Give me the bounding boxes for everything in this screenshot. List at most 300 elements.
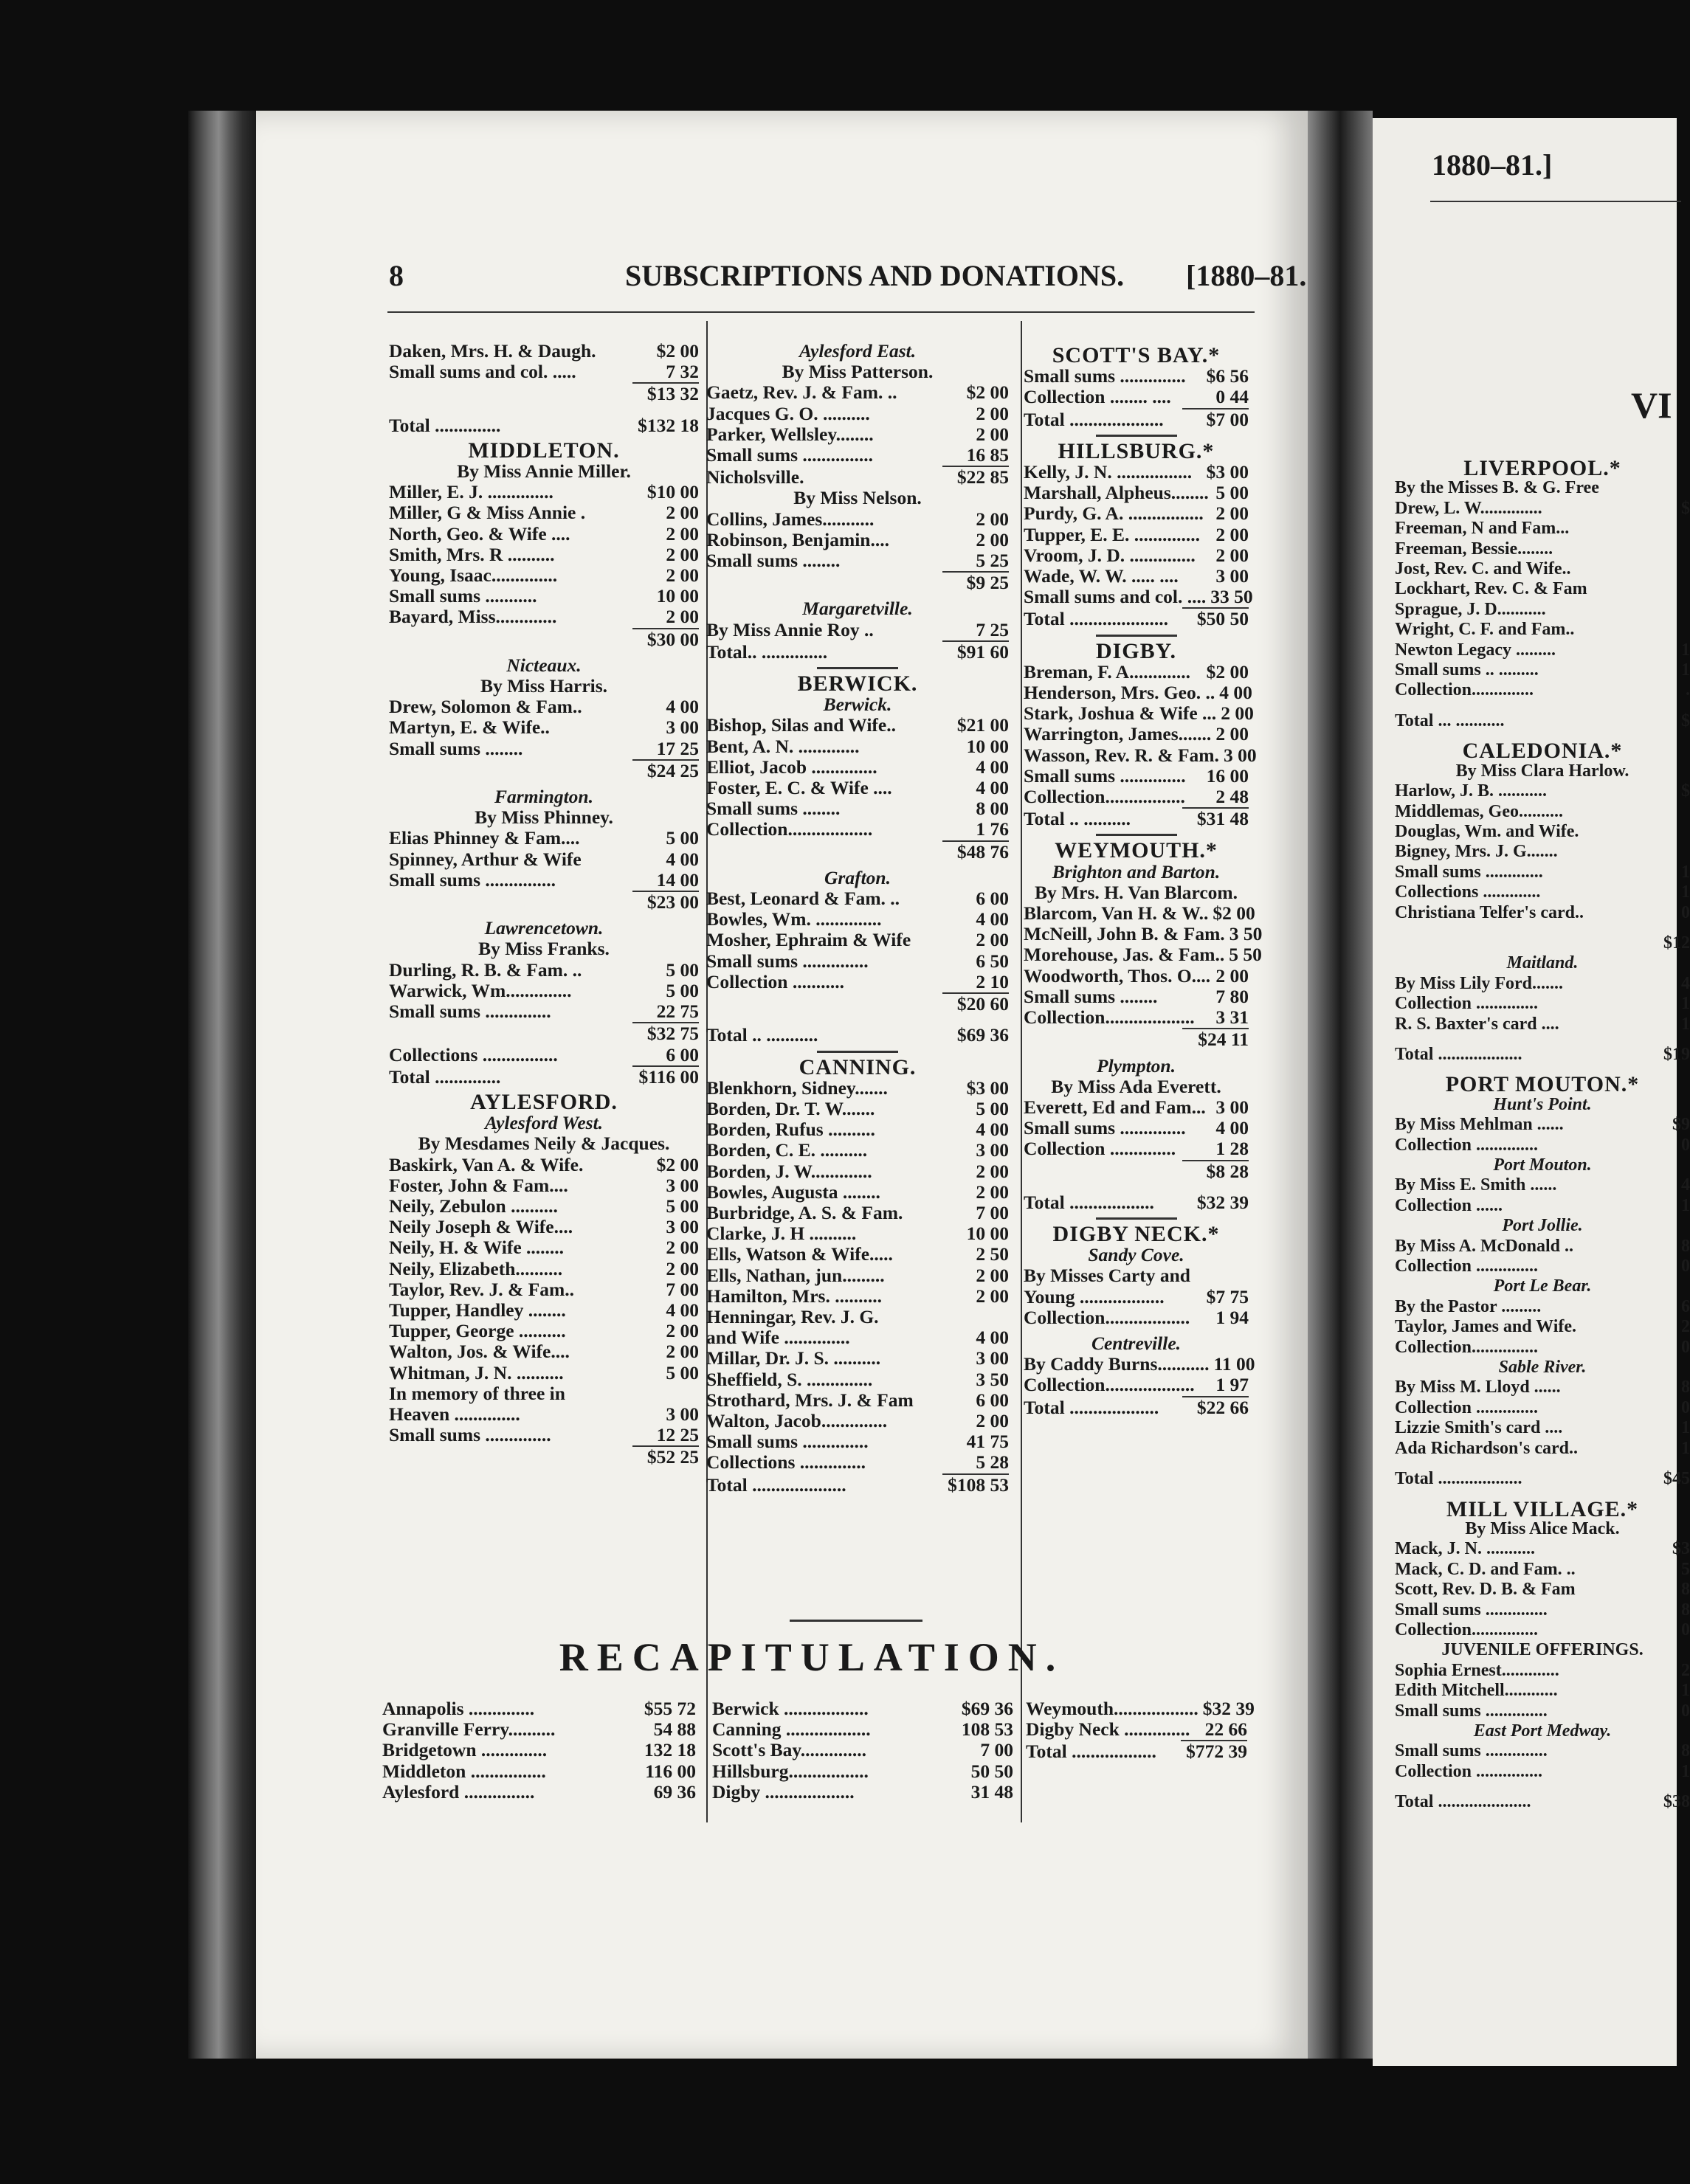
entry-amount: $22 85 (956, 466, 1009, 488)
entry-amount: 41 75 (966, 1431, 1009, 1453)
entry-row (706, 798, 1009, 819)
subsection-title: Port Jollie. (1502, 1216, 1583, 1236)
entry-row (1395, 1015, 1690, 1034)
entry-label: Collection .............. (1395, 1257, 1538, 1276)
entry-row (389, 524, 699, 545)
entry-row (1024, 902, 1255, 925)
recap-amount: 132 18 (644, 1739, 696, 1761)
entry-row (1395, 579, 1690, 599)
entry-row (1395, 640, 1690, 660)
section-separator (1096, 435, 1177, 437)
recap-amount: 108 53 (961, 1718, 1013, 1741)
entry-amount: $9 (1672, 1115, 1690, 1135)
recap-row (382, 1761, 696, 1782)
entry-amount: 10 00 (966, 1223, 1009, 1245)
entry-amount: 2 48 (1215, 786, 1249, 808)
section-separator (817, 667, 898, 669)
entry-label: Strothard, Mrs. J. & Fam (706, 1389, 914, 1411)
entry-amount: 2 00 (976, 1160, 1009, 1182)
collector-line: By Miss Nelson. (793, 487, 922, 509)
recap-amount: 50 50 (970, 1760, 1013, 1782)
entry-row (1024, 1375, 1249, 1395)
subsection-title: Aylesford West. (484, 1112, 604, 1134)
entry-amount: $48 76 (956, 840, 1009, 863)
entry-amount: 8 (1681, 1741, 1690, 1761)
entry-label: Ada Richardson's card.. (1395, 1438, 1579, 1458)
subsection-title: Hunt's Point. (1493, 1094, 1592, 1114)
entry-row (389, 384, 699, 404)
entry-amount: 0 (1681, 1701, 1690, 1721)
entry-label: Small sums .............. (389, 1424, 551, 1446)
entry-amount: $52 25 (646, 1446, 699, 1468)
entry-label: Borden, Dr. T. W....... (706, 1097, 875, 1119)
entry-row (1024, 545, 1249, 566)
entry-label: Bayard, Miss............. (389, 606, 557, 628)
subsection-title: Sandy Cove. (1088, 1244, 1184, 1266)
column-1 (389, 341, 699, 1468)
entry-row (1024, 1161, 1249, 1182)
section-title: LIVERPOOL.* (1463, 456, 1621, 480)
entry-amount: 7 00 (666, 1278, 699, 1300)
entry-label: Tupper, Handley ........ (389, 1299, 566, 1321)
recap-label: Canning .................. (712, 1718, 871, 1741)
section-separator (1096, 635, 1177, 637)
entry-amount (1686, 802, 1690, 822)
entry-amount: 1 (1681, 1438, 1690, 1458)
entry-label: Miller, E. J. .............. (389, 481, 553, 503)
subsection-title: East Port Medway. (1473, 1721, 1612, 1741)
entry-label: Collections ................ (389, 1043, 558, 1065)
entry-label: Borden, J. W............. (706, 1160, 872, 1182)
entry-row (1024, 662, 1249, 682)
entry-label: Neily, Zebulon .......... (389, 1195, 558, 1217)
entry-row (1024, 1287, 1249, 1307)
entry-amount: 1 94 (1215, 1306, 1249, 1328)
subsection-title: Plympton. (1097, 1054, 1176, 1077)
entry-label: Newton Legacy ......... (1395, 640, 1556, 660)
entry-amount: $50 50 (1196, 608, 1249, 630)
entry-label: Collection................. (1024, 786, 1185, 808)
entry-label: Mosher, Ephraim & Wife (706, 929, 911, 951)
collector-line: By Miss Alice Mack. (1465, 1518, 1620, 1538)
entry-row (1024, 766, 1249, 787)
recap-label: Hillsburg................. (712, 1760, 869, 1782)
subsection-title: Brighton and Barton. (1052, 860, 1221, 882)
entry-row (389, 960, 699, 981)
entry-amount: $20 60 (956, 993, 1009, 1015)
entry-row (1395, 1115, 1690, 1135)
entry-amount: 2 00 (1215, 523, 1249, 545)
entry-amount: $2 00 (656, 1153, 699, 1175)
entry-label: By Miss Annie Roy .. (706, 618, 874, 640)
entry-row (1024, 1192, 1249, 1213)
entry-row (706, 1099, 1009, 1119)
spacer (1395, 1065, 1690, 1070)
entry-row (706, 1119, 1009, 1140)
subsection-title: Centreville. (1091, 1332, 1182, 1354)
entry-amount: 1 (1681, 994, 1690, 1014)
entry-label: Borden, Rufus .......... (706, 1119, 875, 1141)
recap-amount: 116 00 (645, 1760, 696, 1782)
spacer (1395, 1459, 1690, 1469)
entry-amount: 1 (1681, 882, 1690, 902)
entry-label: Collection .............. (1395, 1397, 1538, 1417)
subsection-title: Maitland. (1506, 953, 1579, 973)
entry-label: Small sums .............. (706, 950, 869, 972)
entry-amount: 5 25 (976, 550, 1009, 572)
column-2 (706, 341, 1009, 1496)
entry-label: Total ................... (1395, 1469, 1522, 1489)
entry-amount: 3 00 (666, 1403, 699, 1425)
entry-amount: $116 00 (638, 1065, 699, 1088)
entry-row (706, 715, 1009, 736)
entry-label: Middlemas, Geo.......... (1395, 801, 1563, 821)
spacer (1395, 731, 1690, 736)
collector-line: By Miss Harris. (480, 675, 608, 697)
entry-label: Burbridge, A. S. & Fam. (706, 1201, 903, 1223)
entry-row (1024, 462, 1249, 483)
entry-label: Everett, Ed and Fam... (1024, 1096, 1206, 1118)
entry-label: Small sums ........ (706, 550, 841, 572)
entry-amount: 5 00 (666, 1361, 699, 1383)
entry-label: Collection ............... (1395, 1761, 1542, 1781)
entry-amount: 4 00 (976, 756, 1009, 778)
subsection-title: Grafton. (824, 866, 891, 888)
entry-amount: $32 39 (1196, 1191, 1249, 1213)
entry-row (389, 828, 699, 849)
subsection-title: Lawrencetown. (484, 917, 604, 939)
entry-label: Collection.............. (1395, 680, 1534, 700)
entry-row (1024, 966, 1249, 986)
entry-amount: 16 00 (1206, 764, 1249, 787)
entry-row (1395, 1762, 1690, 1782)
entry-amount: 1 (1681, 862, 1690, 882)
entry-amount: 2 00 (666, 543, 699, 565)
entry-label: By Misses Carty and (1024, 1265, 1190, 1287)
entry-amount: 2 10 (976, 970, 1009, 992)
entry-row (389, 981, 699, 1001)
spacer (1395, 923, 1690, 933)
recap-label: Granville Ferry.......... (382, 1718, 556, 1741)
header-rule (387, 311, 1255, 313)
entry-label: Drew, Solomon & Fam.. (389, 696, 582, 718)
entry-amount: 6 50 (976, 950, 1009, 972)
entry-label: Sprague, J. D........... (1395, 599, 1546, 619)
entry-amount: 4 (1681, 1175, 1690, 1195)
entry-label: Stark, Joshua & Wife ... (1024, 702, 1217, 725)
entry-label: Daken, Mrs. H. & Daugh. (389, 340, 596, 362)
entry-label: Spinney, Arthur & Wife (389, 848, 582, 870)
entry-label: Small sums ........ (389, 737, 523, 759)
entry-label: Robinson, Benjamin.... (706, 528, 889, 550)
entry-amount: $2 00 (1213, 902, 1255, 925)
entry-label: Neily, H. & Wife ........ (389, 1237, 565, 1259)
entry-row (706, 909, 1009, 930)
entry-row (706, 1431, 1009, 1452)
entry-amount: 4 00 (976, 908, 1009, 930)
entry-amount: $ (1681, 781, 1690, 801)
section-separator (817, 1051, 898, 1053)
entry-amount: $7 00 (1206, 408, 1249, 430)
entry-row (1395, 1378, 1690, 1397)
recap-label: Annapolis .............. (382, 1698, 535, 1719)
section-title: SCOTT'S BAY.* (1052, 343, 1221, 367)
entry-label: R. S. Baxter's card .... (1395, 1014, 1559, 1034)
entry-amount: 5 00 (1215, 482, 1249, 504)
entry-amount: 8 (1681, 1580, 1690, 1600)
entry-row (1395, 1539, 1690, 1559)
collector-line: By Miss Phinney. (475, 806, 613, 829)
entry-row (1395, 802, 1690, 822)
entry-label: By Miss Lily Ford....... (1395, 973, 1564, 993)
entry-label: Neily, Elizabeth.......... (389, 1257, 563, 1279)
subsection-title: Berwick. (823, 694, 892, 716)
entry-label: Collection ...... (1395, 1195, 1503, 1215)
entry-row (706, 550, 1009, 571)
entry-amount: 3 00 (666, 1174, 699, 1196)
entry-label: Small sums ............... (706, 444, 873, 466)
entry-amount: 1 (1681, 1418, 1690, 1438)
entry-label: Best, Leonard & Fam. .. (706, 888, 900, 910)
entry-amount: 2 00 (666, 1341, 699, 1363)
entry-amount: 5 00 (666, 958, 699, 981)
entry-label: Total .................... (706, 1473, 846, 1496)
entry-row (706, 972, 1009, 992)
entry-label: Young .................. (1024, 1285, 1165, 1307)
section-title: DIGBY. (1095, 638, 1177, 663)
entry-row (1395, 1317, 1690, 1337)
entry-label: Small sums .............. (1395, 1741, 1548, 1761)
entry-row (706, 819, 1009, 840)
entry-amount (1686, 600, 1690, 620)
entry-amount: 2 00 (666, 1257, 699, 1279)
entry-label: Small sums and col. .... (1024, 586, 1207, 608)
entry-label: Collection............... (1395, 1337, 1538, 1357)
entry-label: Total.. .............. (706, 640, 828, 663)
spacer (1395, 1034, 1690, 1045)
entry-row (389, 1001, 699, 1022)
section-title: CALEDONIA.* (1462, 739, 1623, 764)
entry-amount: 22 75 (656, 1001, 699, 1023)
entry-label: Small sums .............. (1395, 1600, 1548, 1620)
entry-row (1395, 1620, 1690, 1640)
entry-amount (1686, 519, 1690, 539)
entry-label: Nicholsville. (706, 466, 804, 488)
entry-amount: $7 75 (1206, 1285, 1249, 1307)
recap-amount: 54 88 (653, 1718, 696, 1741)
collector-line: JUVENILE OFFERINGS. (1441, 1640, 1644, 1660)
entry-row (1024, 1307, 1249, 1328)
entry-amount: 7 32 (666, 361, 699, 383)
entry-row (706, 1244, 1009, 1265)
section-title: DIGBY NECK.* (1052, 1221, 1220, 1246)
entry-amount: 6 00 (666, 1043, 699, 1065)
entry-row (1395, 1580, 1690, 1600)
entry-label: Henningar, Rev. J. G. (706, 1305, 879, 1327)
entry-label: By Miss Mehlman ...... (1395, 1115, 1564, 1135)
entry-row (706, 573, 1009, 593)
entry-amount: 12 25 (656, 1424, 699, 1446)
entry-label: Ells, Nathan, jun......... (706, 1264, 885, 1286)
entry-amount: 5 28 (976, 1451, 1009, 1473)
recap-row (712, 1719, 1013, 1740)
page-year: [1880–81. (1186, 259, 1307, 292)
entry-label: Breman, F. A............. (1024, 660, 1190, 682)
entry-amount: 3 00 (976, 1347, 1009, 1369)
entry-row (1395, 994, 1690, 1014)
entry-row (1395, 620, 1690, 640)
entry-amount: 4 00 (666, 848, 699, 870)
entry-row (1024, 366, 1249, 387)
entry-amount: $24 11 (1198, 1029, 1249, 1051)
recap-row (712, 1740, 1013, 1760)
recap-label: Digby Neck .............. (1026, 1718, 1190, 1741)
entry-amount: 3 50 (1229, 923, 1263, 945)
entry-row (389, 607, 699, 627)
entry-amount: $10 00 (646, 481, 699, 503)
entry-row (1024, 503, 1249, 524)
subsection-title: Margaretville. (802, 598, 913, 620)
entry-amount: 17 25 (656, 737, 699, 759)
entry-row (389, 565, 699, 586)
entry-row (706, 736, 1009, 757)
entry-row (389, 1447, 699, 1468)
entry-label: Foster, E. C. & Wife .... (706, 777, 892, 799)
entry-row (389, 1341, 699, 1362)
entry-row (389, 1425, 699, 1445)
entry-amount: $19 (1663, 1044, 1690, 1064)
entry-amount: 5 50 (1229, 944, 1262, 966)
entry-label: Total ..................... (1395, 1792, 1531, 1812)
entry-row (1395, 863, 1690, 882)
entry-row (1024, 1007, 1249, 1028)
entry-label: Collection................... (1024, 1374, 1195, 1396)
right-page (1373, 118, 1690, 2066)
entry-row (389, 761, 699, 781)
recap-row (712, 1782, 1013, 1803)
entry-amount: 0 (1681, 1397, 1690, 1417)
entry-amount: 8 (1681, 1236, 1690, 1256)
entry-row (1024, 586, 1253, 608)
entry-amount: 2 50 (976, 1243, 1009, 1265)
entry-amount (1004, 1307, 1009, 1327)
entry-row (389, 341, 699, 362)
entry-amount: 2 (1681, 1660, 1690, 1680)
entry-amount: 11 00 (1213, 1353, 1255, 1375)
page-title: SUBSCRIPTIONS AND DONATIONS. (625, 259, 1125, 292)
entry-amount: $23 00 (646, 891, 699, 913)
recap-label: Berwick .................. (712, 1698, 869, 1719)
entry-row (389, 1175, 699, 1196)
entry-row (389, 586, 699, 607)
entry-amount: 4 00 (666, 696, 699, 718)
entry-label: Gaetz, Rev. J. & Fam. .. (706, 381, 897, 404)
entry-amount: $69 36 (956, 1024, 1009, 1046)
entry-row (706, 1390, 1009, 1411)
recap-column-2 (712, 1699, 1013, 1803)
entry-row (1395, 842, 1690, 862)
entry-amount: $13 32 (646, 383, 699, 405)
entry-amount: 3 00 (1215, 565, 1249, 587)
entry-label: By Miss E. Smith ...... (1395, 1175, 1557, 1195)
entry-row (706, 1223, 1009, 1244)
recap-label: Middleton ................ (382, 1760, 546, 1782)
entry-label: Jacques G. O. .......... (706, 402, 870, 424)
entry-row (389, 1259, 699, 1279)
spacer (1395, 701, 1690, 711)
entry-label: Douglas, Wm. and Wife. (1395, 821, 1579, 841)
entry-row (1024, 566, 1249, 587)
entry-label: Total .. .......... (1024, 808, 1131, 830)
entry-row (1395, 1297, 1690, 1317)
entry-amount: 7 00 (976, 1201, 1009, 1223)
entry-row (389, 1363, 699, 1383)
entry-amount: 1 (1681, 640, 1690, 660)
entry-row (1395, 1439, 1690, 1459)
entry-amount: $91 60 (956, 640, 1009, 663)
entry-label: Henderson, Mrs. Geo. .. (1024, 682, 1215, 704)
entry-label: Small sums .. ......... (1395, 660, 1539, 680)
entry-label: Foster, John & Fam.... (389, 1174, 568, 1196)
entry-label: Small sums ........... (389, 585, 537, 607)
entry-label: Total ................... (1024, 1396, 1159, 1418)
entry-row (706, 445, 1009, 466)
entry-label: Vroom, J. D. .............. (1024, 544, 1196, 566)
entry-row (1395, 1681, 1690, 1701)
recap-amount: 69 36 (653, 1780, 696, 1803)
entry-row (706, 620, 1009, 640)
entry-amount: 5 00 (666, 979, 699, 1001)
entry-amount: 2 00 (666, 1237, 699, 1259)
entry-row (1024, 923, 1263, 945)
entry-row (706, 778, 1009, 798)
entry-amount: $38 (1663, 1792, 1690, 1812)
entry-row (1024, 1029, 1249, 1050)
entry-row (706, 1327, 1009, 1348)
entry-row (1395, 1398, 1690, 1418)
entry-amount: 7 80 (1215, 985, 1249, 1007)
entry-row (1024, 744, 1257, 766)
entry-amount: 2 00 (1215, 502, 1249, 525)
entry-amount: 0 (1681, 902, 1690, 922)
entry-label: Collection ........ .... (1024, 386, 1171, 408)
entry-row (1395, 680, 1690, 700)
entry-amount: $108 53 (948, 1473, 1009, 1496)
entry-label: Total .................. (1024, 1191, 1154, 1213)
entry-label: Whitman, J. N. .......... (389, 1361, 564, 1383)
entry-label: Drew, L. W.............. (1395, 498, 1542, 518)
entry-amount (1686, 842, 1690, 862)
entry-amount: 10 00 (656, 585, 699, 607)
recap-label: Scott's Bay.............. (712, 1739, 866, 1761)
section-separator (1096, 834, 1177, 836)
entry-amount: 1 (1681, 660, 1690, 680)
recap-label: Digby ................... (712, 1780, 855, 1803)
entry-amount: 2 00 (976, 402, 1009, 424)
entry-amount: $6 56 (1206, 365, 1249, 387)
entry-row (1395, 478, 1690, 498)
entry-label: Small sums ............. (1395, 862, 1543, 882)
entry-amount: 2 00 (976, 528, 1009, 550)
entry-row (706, 1203, 1009, 1223)
entry-amount (1686, 539, 1690, 559)
entry-amount: 4 00 (1219, 682, 1252, 704)
entry-label: Lizzie Smith's card .... (1395, 1418, 1563, 1438)
entry-amount: $8 28 (1206, 1160, 1249, 1182)
entry-amount: 0 (1681, 1257, 1690, 1276)
entry-amount: 2 00 (1221, 702, 1254, 725)
entry-row (706, 1411, 1009, 1431)
